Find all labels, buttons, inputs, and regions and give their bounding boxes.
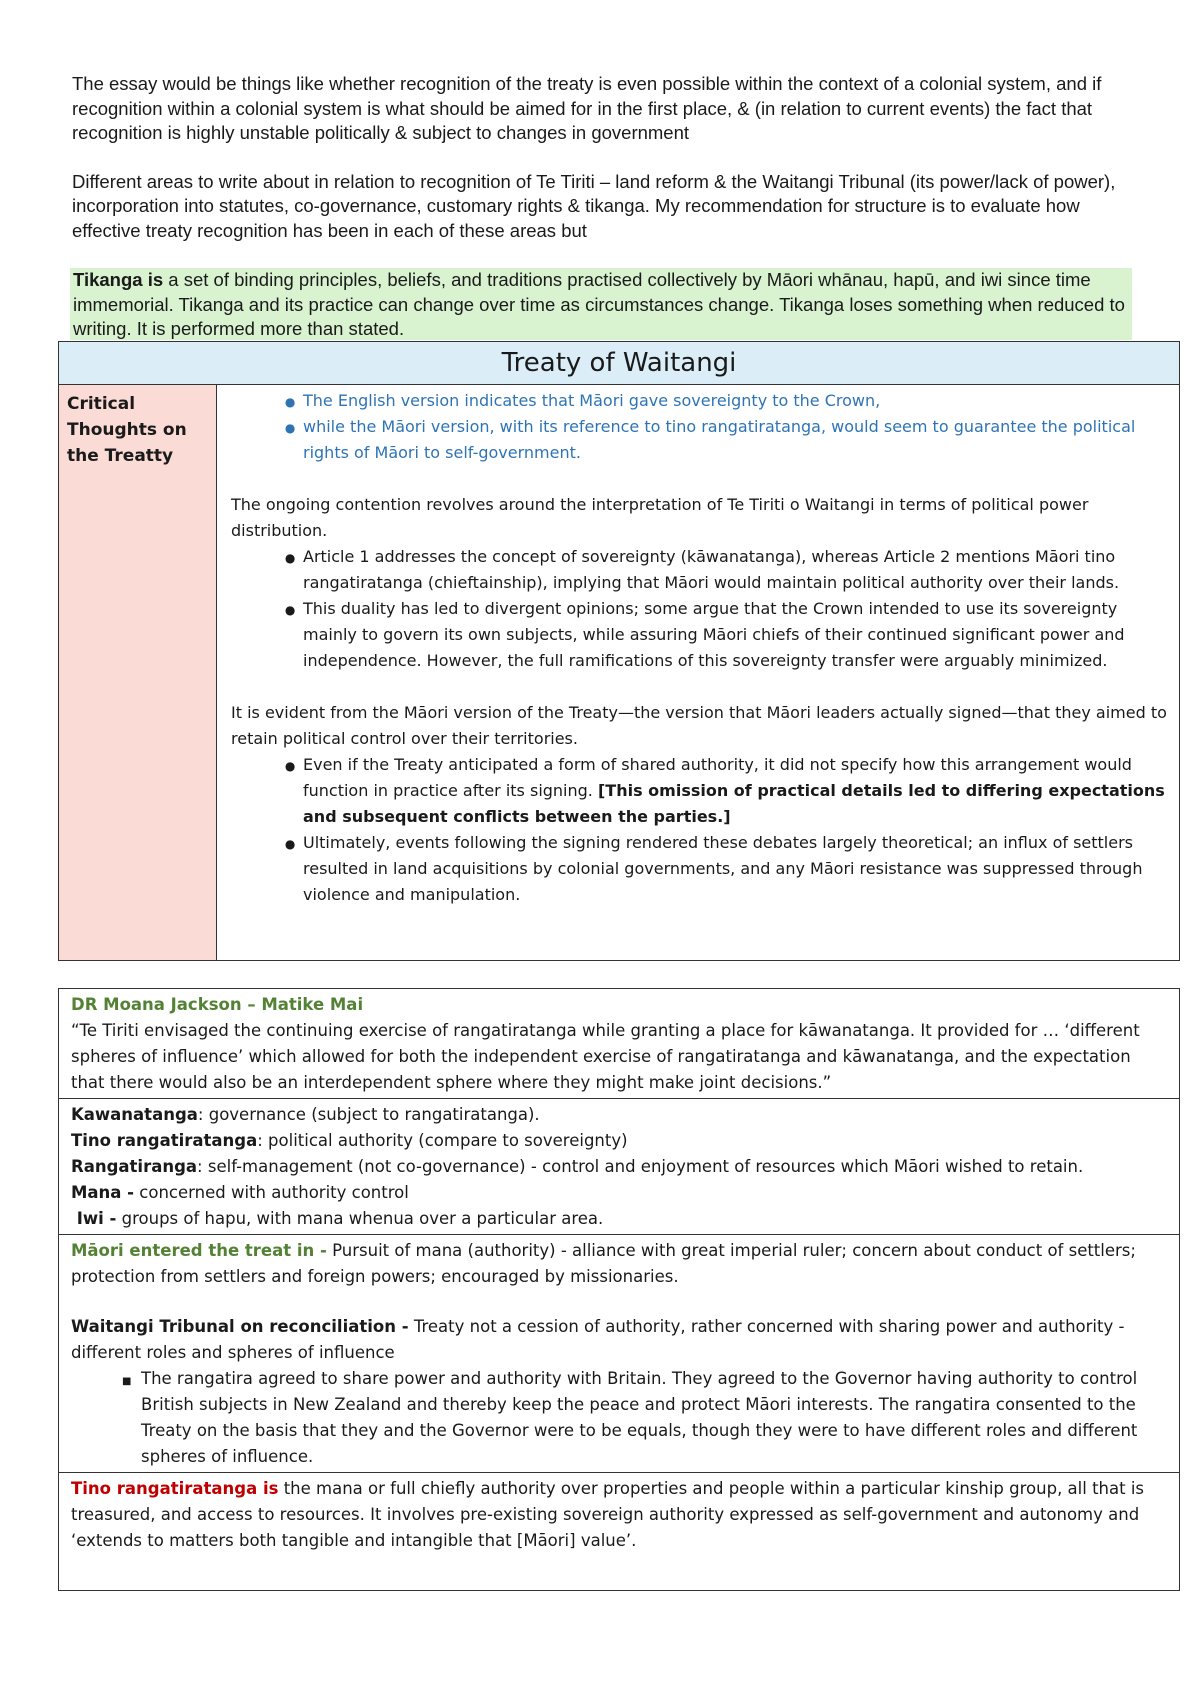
notes-table (58, 988, 1180, 1591)
moana-quote: “Te Tiriti envisaged the continuing exercise of rangatiratanga while granting a place for kāwanatanga. It provided for … ‘different spheres of influence’ which allowed for both the independent exercise of rangatiratanga and kāwanatanga, and the expectation that there would also be an interdependent sphere where they might make joint decisions.” (71, 1021, 1140, 1092)
tino-text: the mana or full chiefly authority over properties and people within a particular kinship group, all that is treasured, and access to resources. It involves pre-existing sovereign authority expressed as self-government and autonomy and ‘extends to matters both tangible and intangible that [Māori] value’. (71, 1479, 1145, 1550)
definition-separator: : (197, 1157, 208, 1176)
intro-paragraph-2: Different areas to write about in relation to recognition of Te Tiriti – land reform & the Waitangi Tribunal (its power/lack of power), incorporation into statutes, co-governance, customary rights & tikanga. My recommendation for structure is to evaluate how effective treaty recognition has been in each of these areas but (72, 170, 1116, 241)
definition-term: Mana - (71, 1183, 135, 1202)
treaty-table (58, 341, 1180, 961)
definitions-cell (59, 1099, 1179, 1235)
tino-term: Tino rangatiratanga is (71, 1479, 279, 1498)
definition-term: Kawanatanga (71, 1105, 198, 1124)
list-item: • This duality has led to divergent opinions; some argue that the Crown intended to use its sovereignty mainly to govern its own subjects, while assuring Māori chiefs of their continued significant power and independence. However, the full ramifications of this sovereignty transfer were arguably minimized. (303, 596, 1171, 674)
tribunal-note (71, 1314, 1169, 1366)
definition-term: Rangatiranga (71, 1157, 198, 1176)
definition-term: Tino rangatiratanga (71, 1131, 258, 1150)
definition-row (71, 1206, 1169, 1232)
definition-row (71, 1154, 1169, 1180)
bullet-list-2 (231, 752, 1171, 908)
treaty-side-label: Critical Thoughts on the Treatty (59, 385, 217, 960)
intro-notes (72, 72, 1132, 267)
maori-entered-text: Pursuit of mana (authority) - alliance with great imperial ruler; concern about conduct of settlers; protection from settlers and foreign powers; encouraged by missionaries. (71, 1241, 1136, 1286)
definition-text: political authority (compare to sovereignty) (268, 1131, 628, 1150)
maori-entered-term: Māori entered the treat in - (71, 1241, 327, 1260)
definition-separator: : (257, 1131, 269, 1150)
tribunal-text: Treaty not a cession of authority, rather concerned with sharing power and authority - different roles and spheres of influence (71, 1317, 1125, 1362)
treaty-paragraph-1: The ongoing contention revolves around the interpretation of Te Tiriti o Waitangi in terms of political power distribution. (231, 495, 1089, 540)
definition-text: concerned with authority control (139, 1183, 409, 1202)
maori-entered-note (71, 1238, 1169, 1290)
moana-heading: DR Moana Jackson – Matike Mai (71, 995, 364, 1014)
treaty-content (217, 385, 1179, 960)
tribunal-bullet-list (71, 1366, 1169, 1470)
bullet-list-1 (231, 544, 1171, 674)
definition-text: governance (subject to rangatiratanga). (208, 1105, 540, 1124)
maori-tribunal-cell (59, 1235, 1179, 1473)
moana-jackson-cell (59, 989, 1179, 1099)
definition-term: Iwi - (71, 1209, 117, 1228)
list-item: • while the Māori version, with its reference to tino rangatiratanga, would seem to guarantee the political rights of Māori to self-government. (303, 414, 1171, 466)
treaty-title: Treaty of Waitangi (59, 342, 1179, 385)
tikanga-definition-box (70, 268, 1132, 340)
definition-row (71, 1102, 1169, 1128)
treaty-paragraph-2: It is evident from the Māori version of the Treaty—the version that Māori leaders actually signed—that they aimed to retain political control over their territories. (231, 703, 1167, 748)
definition-separator: : (197, 1105, 209, 1124)
list-item: • Ultimately, events following the signing rendered these debates largely theoretical; an influx of settlers resulted in land acquisitions by colonial governments, and any Māori resistance was suppressed through violence and manipulation. (303, 830, 1171, 908)
tribunal-term: Waitangi Tribunal on reconciliation - (71, 1317, 409, 1336)
list-item: • Article 1 addresses the concept of sovereignty (kāwanatanga), whereas Article 2 mentions Māori tino rangatiratanga (chieftainship), implying that Māori would maintain political authority over their lands. (303, 544, 1171, 596)
definition-text: self-management (not co-governance) - control and enjoyment of resources which Māori wished to retain. (207, 1157, 1084, 1176)
tikanga-text: a set of binding principles, beliefs, and traditions practised collectively by Māori whānau, hapū, and iwi since time immemorial. Tikanga and its practice can change over time as circumstances change. Tikanga loses something when reduced to writing. It is performed more than stated. (73, 269, 1125, 339)
intro-paragraph-1: The essay would be things like whether recognition of the treaty is even possible within the context of a colonial system, and if recognition within a colonial system is what should be aimed for in the first place, & (in relation to current events) the fact that recognition is highly unstable politically & subject to changes in government (72, 73, 1102, 143)
definition-row (71, 1128, 1169, 1154)
list-item: • The English version indicates that Māori gave sovereignty to the Crown, (303, 388, 1171, 414)
list-item: • The rangatira agreed to share power and authority with Britain. They agreed to the Governor having authority to control British subjects in New Zealand and thereby keep the peace and protect Māori interests. The rangatira consented to the Treaty on the basis that they and the Governor were to be equals, though they were to have different roles and different spheres of influence. (141, 1366, 1169, 1470)
list-item-bold-text: [This omission of practical details led to differing expectations and subsequent conflicts between the parties.] (303, 781, 1165, 826)
list-item-text: Even if the Treaty anticipated a form of shared authority, it did not specify how this arrangement would function in practice after its signing. (303, 755, 1132, 800)
tino-rangatiratanga-cell (59, 1473, 1179, 1590)
definition-text: groups of hapu, with mana whenua over a particular area. (121, 1209, 604, 1228)
tikanga-term: Tikanga is (73, 269, 164, 290)
blue-bullet-list (231, 388, 1171, 466)
definition-row (71, 1180, 1169, 1206)
list-item (303, 752, 1171, 830)
treaty-row (59, 385, 1179, 960)
